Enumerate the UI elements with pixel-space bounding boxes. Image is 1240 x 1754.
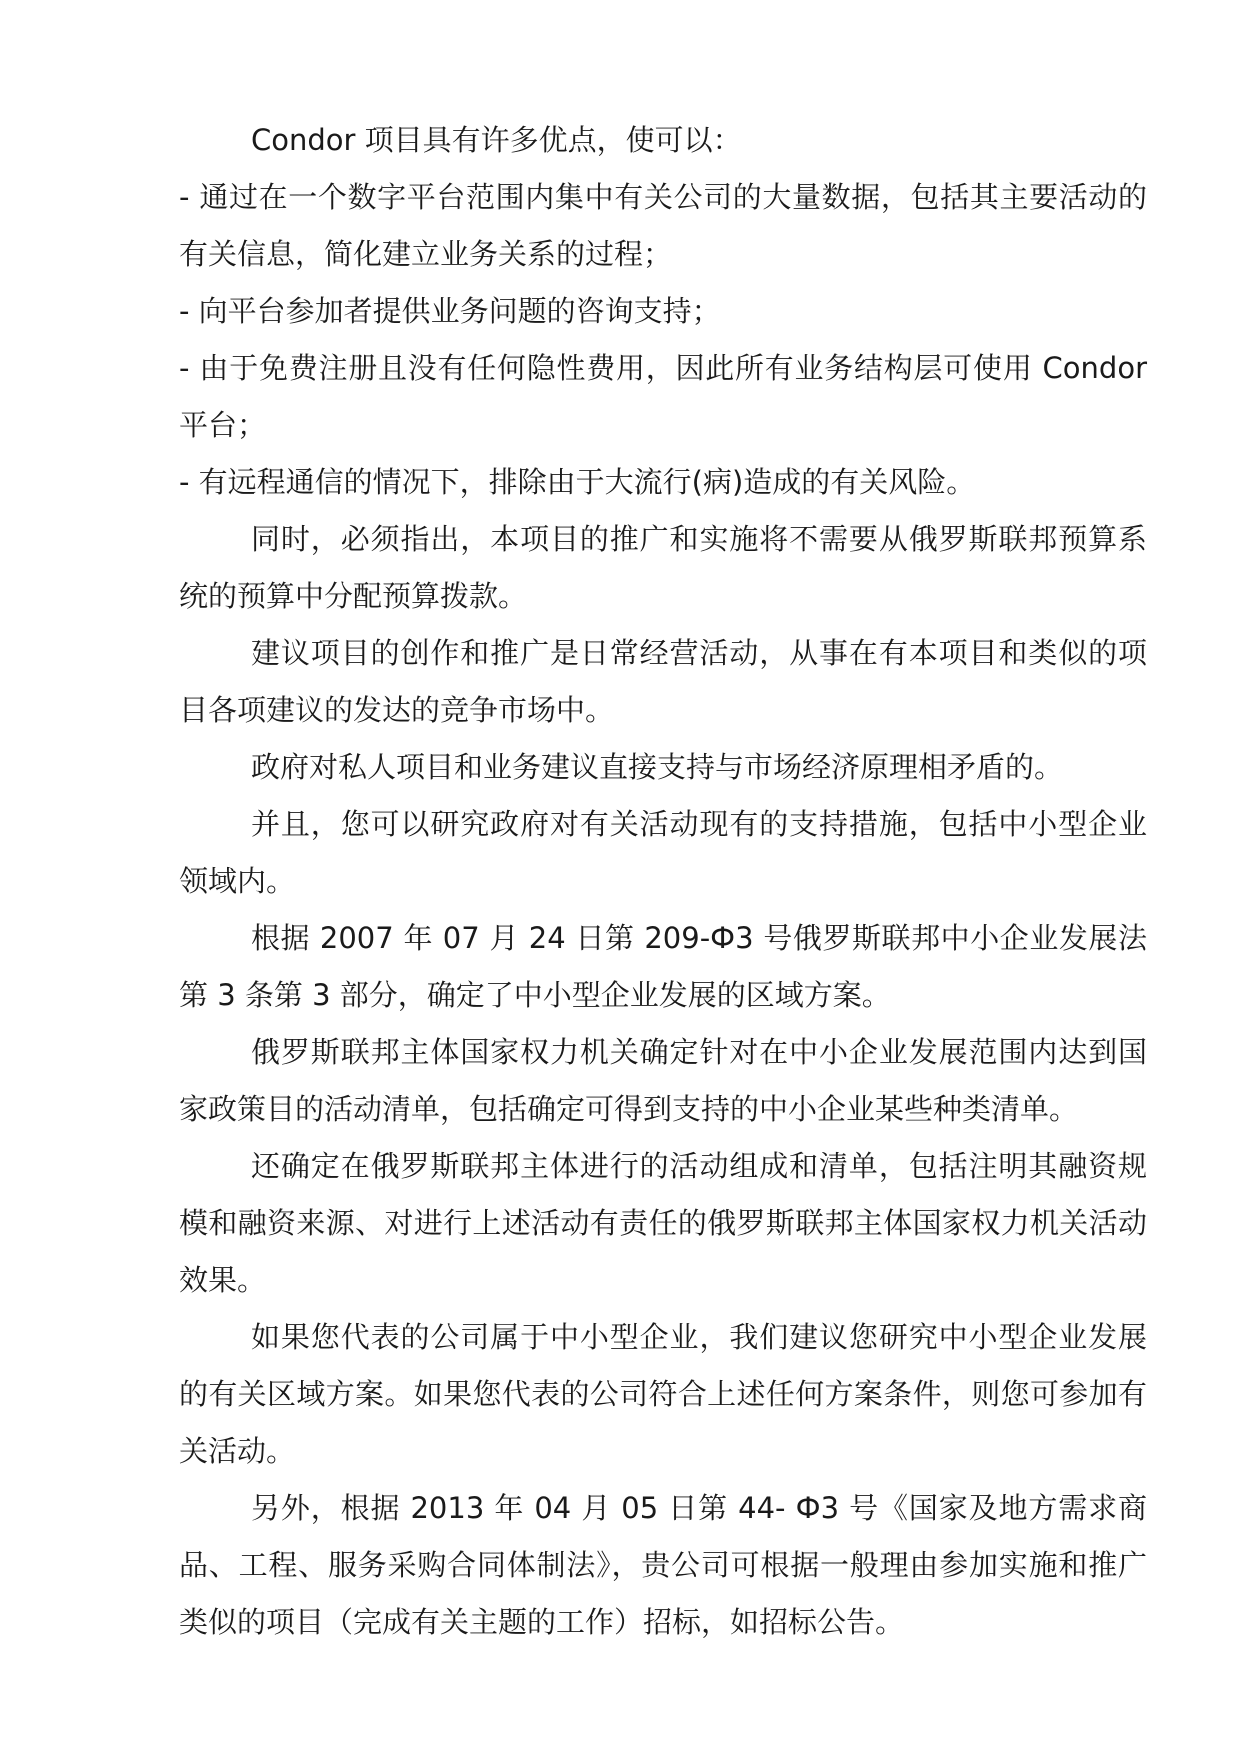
paragraph: 俄罗斯联邦主体国家权力机关确定针对在中小企业发展范围内达到国家政策目的活动清单，包括确定可得到支持的中小企业某些种类清单。 [179, 1035, 1147, 1126]
document-body [179, 112, 1147, 1651]
paragraph: 另外，根据 2013 年 04 月 05 日第 44- Ф3 号《国家及地方需求商品、工程、服务采购合同体制法》，贵公司可根据一般理由参加实施和推广类似的项目（完成有关主题的工作）招标，如招标公告。 [179, 1491, 1147, 1639]
paragraph: 建议项目的创作和推广是日常经营活动，从事在有本项目和类似的项目各项建议的发达的竞争市场中。 [179, 636, 1147, 727]
bullet-item: - 通过在一个数字平台范围内集中有关公司的大量数据，包括其主要活动的有关信息，简化建立业务关系的过程； [179, 180, 1147, 271]
paragraph: 还确定在俄罗斯联邦主体进行的活动组成和清单，包括注明其融资规模和融资来源、对进行上述活动有责任的俄罗斯联邦主体国家权力机关活动效果。 [179, 1149, 1147, 1297]
paragraph: 同时，必须指出，本项目的推广和实施将不需要从俄罗斯联邦预算系统的预算中分配预算拨款。 [179, 522, 1147, 613]
paragraph-intro: Condor 项目具有许多优点，使可以： [251, 123, 742, 157]
bullet-item: - 有远程通信的情况下，排除由于大流行(病)造成的有关风险。 [179, 465, 976, 499]
paragraph: 政府对私人项目和业务建议直接支持与市场经济原理相矛盾的。 [251, 750, 1064, 784]
paragraph: 并且，您可以研究政府对有关活动现有的支持措施，包括中小型企业领域内。 [179, 807, 1147, 898]
paragraph: 根据 2007 年 07 月 24 日第 209-Ф3 号俄罗斯联邦中小企业发展法第 3 条第 3 部分，确定了中小型企业发展的区域方案。 [179, 921, 1147, 1012]
paragraph: 如果您代表的公司属于中小型企业，我们建议您研究中小型企业发展的有关区域方案。如果您代表的公司符合上述任何方案条件，则您可参加有关活动。 [179, 1320, 1147, 1468]
bullet-item: - 由于免费注册且没有任何隐性费用，因此所有业务结构层可使用 Condor 平台； [179, 351, 1147, 442]
bullet-item: - 向平台参加者提供业务问题的咨询支持； [179, 294, 721, 328]
